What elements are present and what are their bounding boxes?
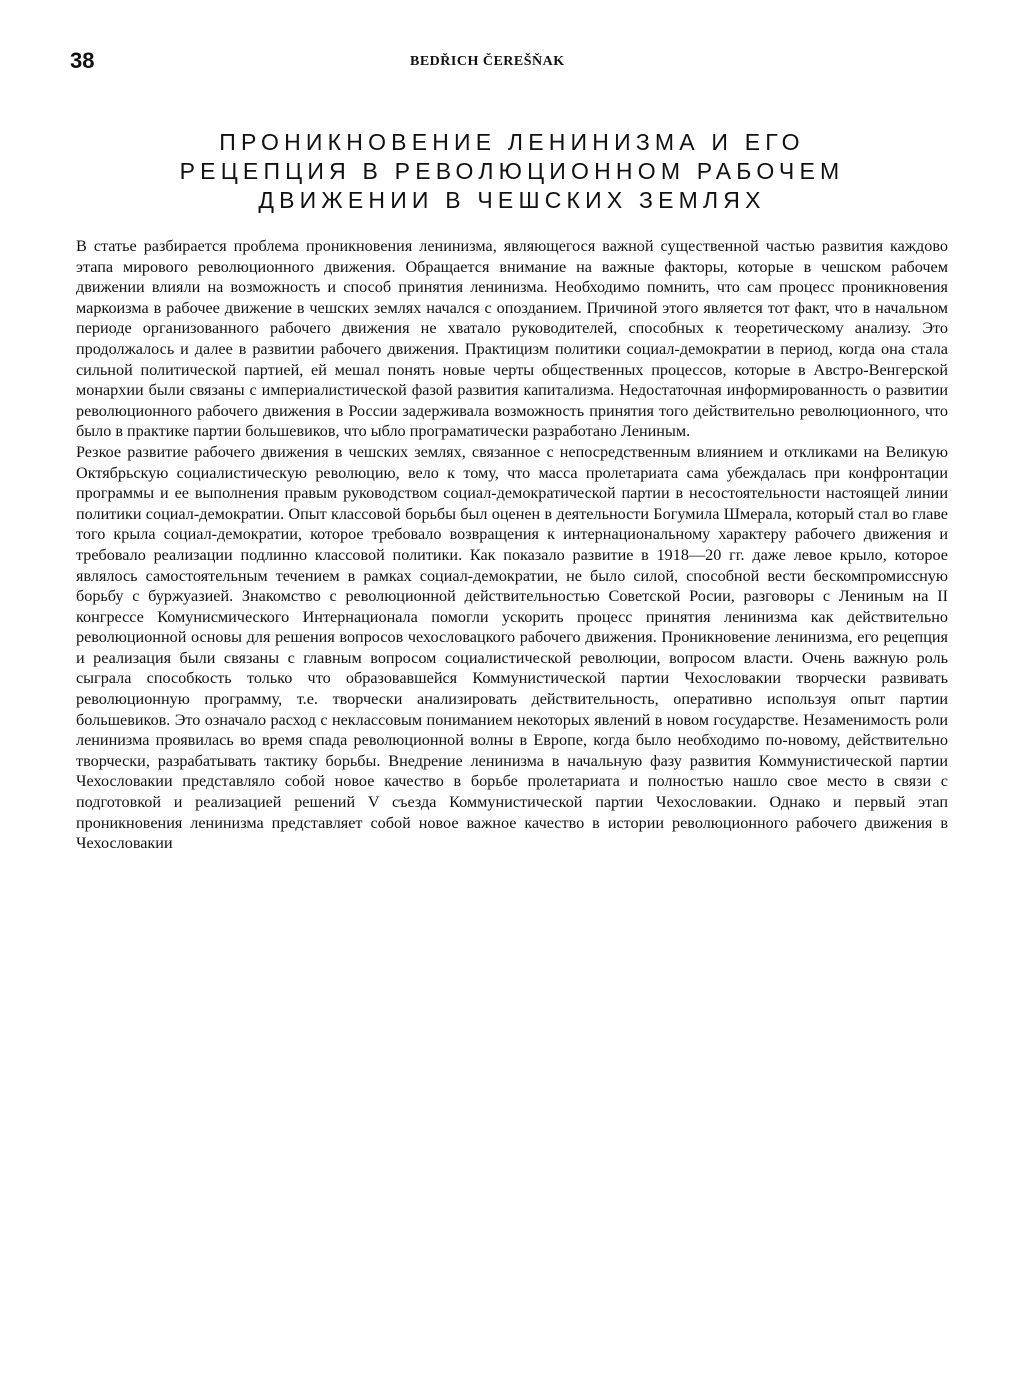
article-title	[70, 128, 954, 215]
article-title-line-3: ДВИЖЕНИИ В ЧЕШСКИХ ЗЕМЛЯХ	[258, 187, 766, 213]
article-title-line-1: ПРОНИКНОВЕНИЕ ЛЕНИНИЗМА И ЕГО	[219, 129, 805, 155]
abstract-paragraph-2: Резкое развитие рабочего движения в чешских землях, связанное с непосредственным влиянием и откликами на Великую Октябрьскую социалистическую революцию, вело к тому, что масса пролетариата сама убеждалась при конфронтации программы и ее выполнения правым руководством социал-демократической партии в несостоятельности настоящей линии политики социал-демократии. Опыт классовой борьбы был оценен в деятельности Богумила Шмерала, который стал во главе того крыла социал-демократии, которое требовало возвращения к интернациональному характеру рабочего движения и требовало реализации подлинно классовой политики. Как показало развитие в 1918—20 гг. даже левое крыло, которое являлось самостоятельным течением в рамках социал-демократии, не было силой, способной вести бескомпромиссную борьбу с буржуазией. Знакомство с революционной действительностью Советской Росии, разговоры с Лениным на II конгрессе Комунисмического Интернационала помогли ускорить процесс принятия ленинизма как действительно революционной основы для решения вопросов чехословацкого рабочего движения. Проникновение ленинизма, его рецепция и реализация были связаны с главным вопросом социалистической революции, вопросом власти. Очень важную роль сыграла способкость только что образовавшейся Коммунистической партии Чехословакии творчески развивать революционную программу, т.е. творчески анализировать действительность, оперативно используя опыт партии большевиков. Это означало расход с неклассовым пониманием некоторых явлений в новом государстве. Незаменимость роли ленинизма проявилась во время спада революционной волны в Европе, когда было необходимо по-новому, действительно творчески, разрабатывать тактику борьбы. Внедрение ленинизма в начальную фазу развития Коммунистической партии Чехословакии представляло собой новое качество в борьбе пролетариата и полностью нашло свое место в связи с подготовкой и реализацией решений V съезда Коммунистической партии Чехословакии. Однако и первый этап проникновения ленинизма представляет собой новое важное качество в истории революционного рабочего движения в Чехословакии	[76, 442, 948, 853]
abstract-paragraph-1: В статье разбирается проблема проникновения ленинизма, являющегося важной существенной частью развития каждово этапа мирового революционного движения. Обращается внимание на важные факторы, которые в чешском рабочем движении влияли на возможность и способ принятия ленинизма. Необходимо помнить, что сам процесс проникновения маркоизма в рабочее движение в чешских землях начался с опозданием. Причиной этого является тот факт, что в начальном периоде организованного рабочего движения не хватало руководителей, способных к теоретическому анализу. Это продолжалось и далее в развитии рабочего движения. Практицизм политики социал-демократии в период, когда она стала сильной политической партией, ей мешал понять новые черты общественных процессов, которые в Австро-Венгерской монархии были связаны с империалистической фазой развития капитализма. Недостаточная информированность о развитии революционного рабочего движения в России задерживала возможность принятия того действительно революционного, что было в практике партии большевиков, что ыбло програматически разработано Лениным.	[76, 237, 948, 441]
page-header	[70, 48, 954, 80]
article-title-line-2: РЕЦЕПЦИЯ В РЕВОЛЮЦИОННОМ РАБОЧЕМ	[179, 158, 845, 184]
page-number: 38	[70, 48, 95, 73]
article-abstract	[76, 236, 948, 854]
running-head-author: BEDŘICH ČEREŠŇAK	[410, 54, 565, 69]
